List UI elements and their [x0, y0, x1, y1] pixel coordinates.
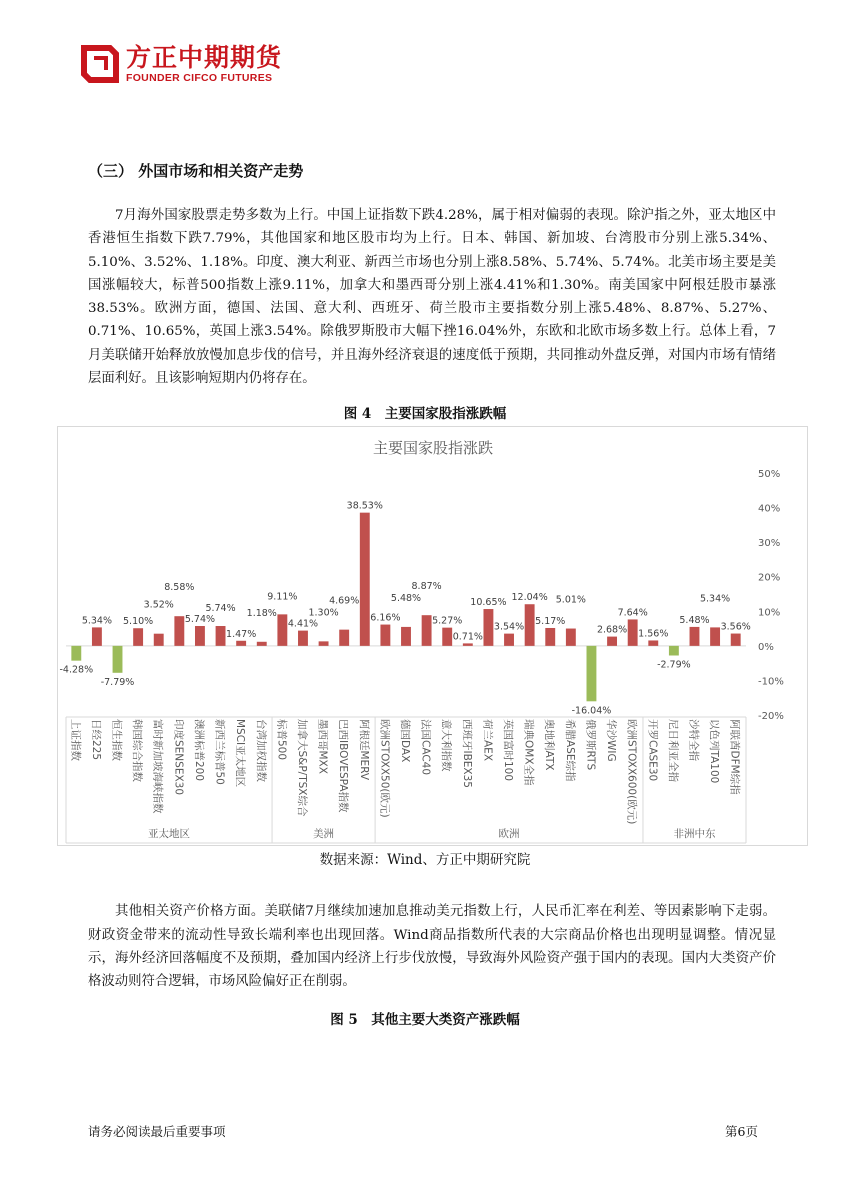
content-flow — [0, 160, 850, 1030]
bar — [380, 625, 390, 646]
group-label: 亚太地区 — [148, 828, 191, 841]
bar — [648, 641, 658, 646]
data-label: 8.58% — [164, 582, 195, 594]
group-label: 欧洲 — [498, 828, 520, 841]
category-label: 法国CAC40 — [419, 719, 432, 776]
data-label: 1.56% — [638, 628, 669, 640]
category-label: 阿联酋DFM综指 — [728, 719, 741, 796]
category-label: 墨西哥MXX — [316, 719, 329, 775]
data-label: 5.10% — [123, 616, 154, 628]
data-label: 5.34% — [699, 593, 731, 605]
bar — [525, 605, 535, 647]
category-label: 西班牙IBEX35 — [460, 719, 473, 789]
logo-en: FOUNDER CIFCO FUTURES — [126, 72, 273, 84]
y-tick-label: 40% — [758, 503, 781, 515]
bar — [422, 616, 432, 647]
data-label: 1.18% — [246, 608, 277, 620]
category-label: 俄罗斯RTS — [584, 719, 597, 771]
category-label: 意大利指数 — [440, 719, 453, 772]
data-label: 3.54% — [493, 621, 525, 633]
section-title: （三） 外国市场和相关资产走势 — [88, 162, 304, 180]
bar — [607, 637, 617, 646]
category-label: 瑞典OMX全指 — [522, 719, 535, 786]
category-label: 标普500 — [275, 719, 288, 761]
bar — [669, 646, 679, 656]
figure-5-title: 图 5 其他主要大类资产涨跌幅 — [330, 1011, 520, 1028]
y-tick-label: 0% — [758, 642, 774, 654]
data-label: 10.65% — [470, 597, 507, 609]
data-label: 5.48% — [390, 593, 422, 605]
bar — [401, 627, 411, 646]
data-label: 5.01% — [555, 594, 586, 606]
category-label: 恒生指数 — [110, 719, 123, 762]
y-tick-label: 50% — [758, 469, 781, 481]
bar — [628, 620, 638, 646]
figure-4-source: 数据来源：Wind、方正中期研究院 — [319, 852, 531, 869]
category-label: 荷兰AEX — [481, 719, 494, 762]
bar — [113, 646, 123, 673]
y-tick-label: -20% — [758, 711, 784, 723]
bar — [339, 630, 349, 646]
bar — [710, 628, 720, 646]
category-label: 台湾加权指数 — [254, 719, 267, 783]
bar — [257, 642, 267, 646]
bar — [277, 615, 287, 646]
data-label: 7.64% — [617, 607, 648, 619]
y-tick-label: 30% — [758, 538, 781, 550]
data-label: 1.30% — [308, 607, 339, 619]
bar — [731, 634, 741, 646]
logo-cn: 方正中期期货 — [126, 43, 283, 72]
bar — [174, 617, 184, 647]
data-label: 3.52% — [143, 600, 174, 612]
data-label: 4.69% — [329, 596, 360, 608]
data-label: -4.28% — [59, 665, 94, 677]
stock-index-chart — [57, 426, 808, 846]
category-label: 巴西IBOVESPA指数 — [337, 719, 350, 813]
data-label: 5.34% — [81, 615, 113, 627]
data-label: 8.87% — [411, 581, 442, 593]
category-label: 以色列TA100 — [708, 719, 721, 784]
bar — [566, 629, 576, 646]
footer-page-number: 第6页 — [725, 1124, 758, 1139]
bar — [463, 644, 473, 646]
y-tick-label: 10% — [758, 607, 781, 619]
bar — [298, 631, 308, 646]
bar — [195, 626, 205, 646]
y-tick-label: 20% — [758, 573, 781, 585]
bar — [236, 641, 246, 646]
data-label: 38.53% — [346, 501, 383, 513]
paragraph-overseas-markets: 7月海外国家股票走势多数为上行。中国上证指数下跌4.28%，属于相对偏弱的表现。除沪指之外，亚太地区中香港恒生指数下跌7.79%，其他国家和地区股市均为上行。日本、韩国、新加坡、台湾股市分别上涨5.34%、5.10%、3.52%、1.18%。印度、澳大利亚、新西兰市场也分别上涨8.58%、5.74%、5.74%。北美市场主要是美国涨幅较大，标普500指数上涨9.11%，加拿大和墨西哥分别上涨4.41%和1.30%。南美国家中阿根廷股市暴涨38.53%。欧洲方面，德国、法国、意大利、西班牙、荷兰股市主要指数分别上涨5.48%、8.87%、5.27%、0.71%、10.65%，英国上涨3.54%。除俄罗斯股市大幅下挫16.04%外，东欧和北欧市场多数上行。总体上看，7月美联储开始释放放慢加息步伐的信号，并且海外经济衰退的速度低于预期，共同推动外盘反弹，对国内市场有情绪层面利好。且该影响短期内仍将存在。 — [88, 208, 776, 387]
category-label: 开罗CASE30 — [646, 719, 659, 782]
data-label: 6.16% — [370, 612, 401, 624]
bar — [442, 628, 452, 646]
bar — [545, 628, 555, 646]
category-label: 富时新加坡海峡指数 — [151, 719, 164, 814]
chart-title: 主要国家股指涨跌 — [372, 439, 494, 458]
data-label: -16.04% — [571, 705, 612, 717]
group-label: 美洲 — [313, 828, 335, 841]
bar — [587, 646, 597, 701]
data-label: 0.71% — [452, 631, 483, 643]
data-label: 3.56% — [720, 621, 751, 633]
data-label: 12.04% — [511, 592, 548, 604]
y-tick-label: -10% — [758, 676, 784, 688]
category-label: 印度SENSEX30 — [172, 719, 185, 796]
bar — [504, 634, 514, 646]
category-label: 澳洲标普200 — [192, 719, 205, 782]
bar — [71, 646, 81, 661]
category-label: 加拿大S&P/TSX综合 — [295, 719, 308, 817]
category-label: MSCI亚太地区 — [234, 719, 247, 788]
bar — [133, 629, 143, 647]
category-label: 德国DAX — [399, 719, 411, 763]
footer-disclaimer: 请务必阅读最后重要事项 — [88, 1124, 226, 1139]
data-label: 2.68% — [596, 624, 628, 636]
data-label: 5.74% — [184, 614, 216, 626]
data-label: -7.79% — [100, 677, 135, 689]
category-label: 欧洲STOXX600(欧元) — [625, 719, 638, 825]
data-label: 1.47% — [226, 629, 257, 641]
data-label: -2.79% — [657, 659, 691, 671]
bar — [360, 513, 370, 646]
category-label: 阿根廷MERV — [357, 719, 370, 781]
category-label: 上证指数 — [69, 719, 82, 762]
figure-4-title: 图 4 主要国家股指涨跌幅 — [343, 406, 507, 423]
data-label: 9.11% — [267, 591, 298, 603]
category-label: 沙特全指 — [687, 719, 700, 762]
bar — [154, 634, 164, 646]
data-label: 5.17% — [535, 616, 566, 628]
data-label: 5.27% — [432, 616, 463, 628]
category-label: 希腊ASE综指 — [563, 719, 576, 782]
bar — [216, 626, 226, 646]
bar — [690, 627, 700, 646]
paragraph-other-assets: 其他相关资产价格方面。美联储7月继续加速加息推动美元指数上行，人民币汇率在利差、等因素影响下走弱。财政资金带来的流动性导致长端利率也出现回落。Wind商品指数所代表的大宗商品价格也出现明显调整。情况显示，海外经济回落幅度不及预期，叠加国内经济上行步伐放慢，导致海外风险资产强于国内的表现。国内大类资产价格波动则符合逻辑，市场风险偏好正在削弱。 — [88, 904, 776, 990]
bar — [483, 609, 493, 646]
data-label: 4.41% — [287, 618, 319, 630]
category-label: 奥地利ATX — [543, 719, 556, 771]
category-label: 新西兰标普50 — [213, 719, 226, 786]
data-label: 5.48% — [679, 615, 710, 627]
group-label: 非洲中东 — [673, 828, 716, 841]
category-label: 日经225 — [89, 719, 102, 761]
company-logo — [80, 44, 282, 84]
category-label: 欧洲STOXX50(欧元) — [378, 719, 391, 818]
category-label: 尼日利亚全指 — [666, 719, 679, 783]
category-label: 华沙WIG — [605, 719, 618, 762]
category-label: 英国富时100 — [502, 719, 515, 782]
bar — [92, 628, 102, 646]
category-label: 韩国综合指数 — [131, 719, 144, 783]
data-label: 5.74% — [205, 603, 236, 615]
logo-mark-icon — [80, 44, 120, 84]
bar — [319, 642, 329, 646]
